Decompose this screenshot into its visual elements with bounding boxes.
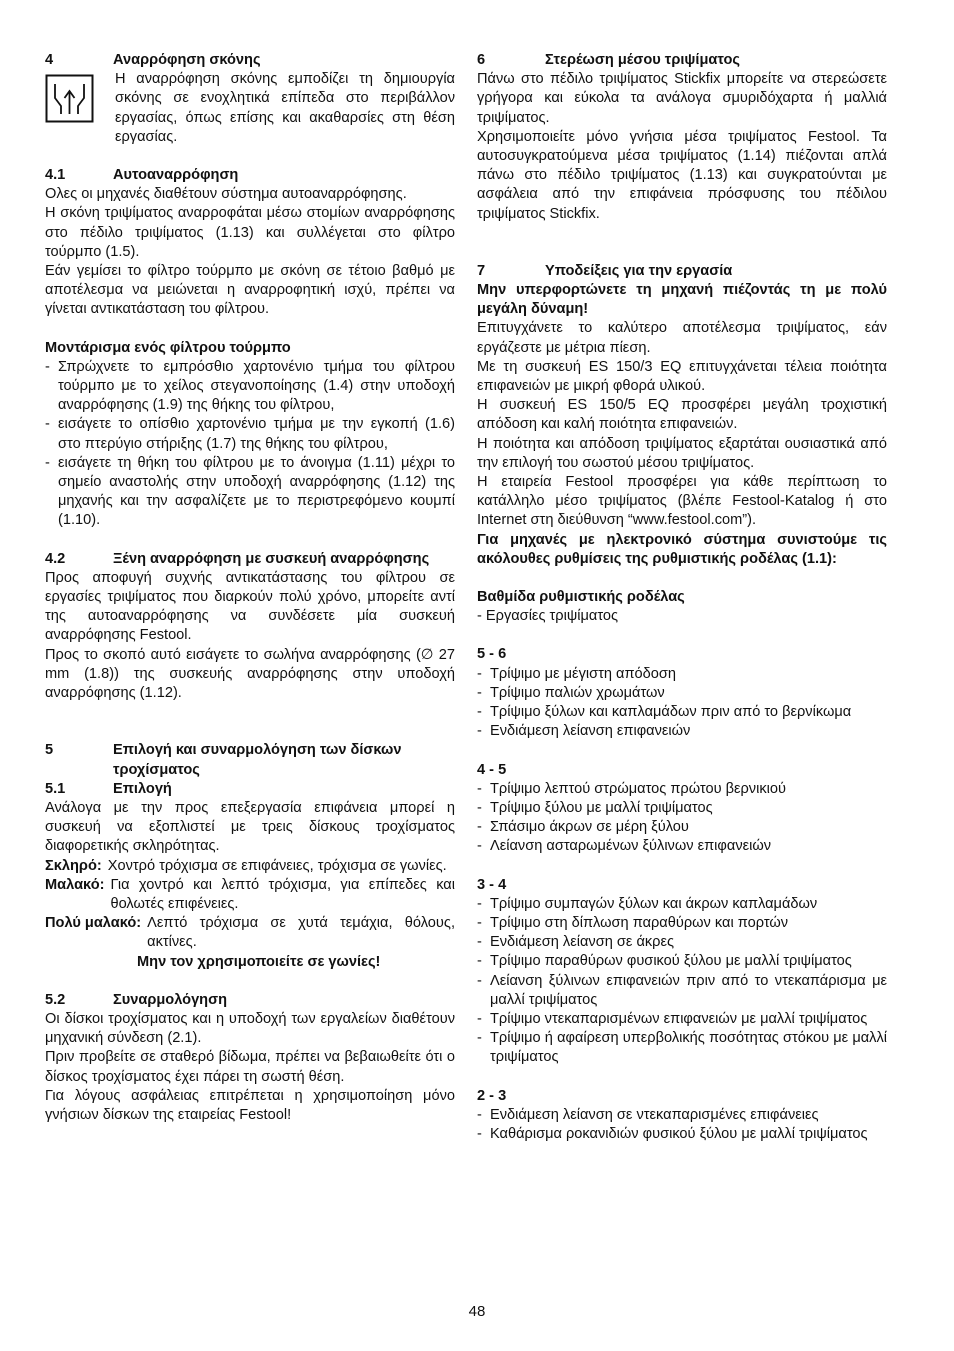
- section-7-heading: [477, 262, 887, 281]
- list-item: - Σπρώχνετε το εμπρόσθιο χαρτονένιο τμήμα του φίλτρου τούρμπο με το χείλος στεγανοποίησης (1.4) στην υποδοχή αναρρόφησης (1.9) της θήκης του φίλτρου,: [45, 358, 455, 416]
- dial-group-label: 2 - 3: [477, 1087, 507, 1104]
- dial-recommendation: Για μηχανές με ηλεκτρονικό σύστημα συνιστούμε τις ακόλουθες ρυθμίσεις της ρυθμιστικής ροδέλας (1.1):: [477, 531, 887, 567]
- list-item: - Τρίψιμο στη δίπλωση παραθύρων και πορτών: [477, 914, 887, 933]
- list-item: - Τρίψιμο ξύλου με μαλλί τριψίματος: [477, 799, 887, 818]
- section-number: 5.2: [45, 991, 66, 1008]
- dial-group-4-5: [477, 780, 887, 857]
- list-item: - εισάγετε τη θήκη του φίλτρου με το άνοιγμα (1.11) μέχρι το σημείο αναστολής στην υποδοχή αναρρόφησης (1.12) της μηχανής και την ασφαλίζετε με το περιστρεφόμενο κουμπί (1.10).: [45, 454, 455, 531]
- section-title: Υποδείξεις για την εργασία: [545, 262, 733, 279]
- paragraph: Με τη συσκευή ES 150/3 EQ επιτυγχάνεται τέλεια ποιότητα επιφανειών με μικρή φθορά υλικού.: [477, 358, 887, 395]
- section-number: 4: [45, 52, 54, 68]
- section-title: Αυτοαναρρόφηση: [113, 167, 239, 184]
- list-item: - Ενδιάμεση λείανση επιφανειών: [477, 722, 887, 741]
- section-number: 7: [477, 262, 486, 279]
- section-4-2-heading: [45, 550, 455, 569]
- term-label: Σκληρό:: [45, 857, 102, 874]
- list-item: - Τρίψιμο συμπαγών ξύλων και άκρων καπλαμάδων: [477, 895, 887, 914]
- paragraph: Πριν προβείτε σε σταθερό βίδωμα, πρέπει να βεβαιωθείτε ότι ο δίσκος τροχίσματος έχει πάρει τη σωστή θέση.: [45, 1049, 455, 1085]
- paragraph: Ανάλογα με την προς επεξεργασία επιφάνεια μπορεί η συσκευή να εξοπλιστεί με τρεις δίσκους τροχίσματος διαφορετικής σκληρότητας.: [45, 799, 455, 855]
- filter-mount-steps: [45, 358, 455, 531]
- section-title: Αναρρόφηση σκόνης: [113, 52, 261, 68]
- paragraph: Οι δίσκοι τροχίσματος και η υποδοχή των εργαλείων διαθέτουν μηχανική σύνδεση (2.1).: [45, 1010, 455, 1047]
- dial-group-5-6: [477, 665, 887, 742]
- dust-extraction-icon: [45, 70, 103, 128]
- paragraph: Εάν γεμίσει το φίλτρο τούρμπο με σκόνη σε τέτοιο βαθμό με αποτέλεσμα να μειώνεται η αναρροφητική ισχύ, πρέπει να γίνεται αντικατάσταση του φίλτρου.: [45, 263, 455, 318]
- term-text: Χοντρό τρόχισμα σε επιφάνειες, τρόχισμα σε γωνίες.: [107, 857, 447, 874]
- paragraph: Ολες οι μηχανές διαθέτουν σύστημα αυτοαναρρόφησης.: [45, 186, 407, 203]
- section-number: 5: [45, 742, 54, 759]
- list-item: - Λείανση ασταρωμένων ξύλινων επιφανειών: [477, 837, 887, 856]
- list-item: - Τρίψιμο λεπτού στρώματος πρώτου βερνικιού: [477, 780, 887, 799]
- paragraph: Επιτυγχάνετε το καλύτερο αποτέλεσμα τριψίματος, εάν εργάζεστε με μέτρια πίεση.: [477, 320, 887, 356]
- filter-mount-heading: Μοντάρισμα ενός φίλτρου τούρμπο: [45, 339, 291, 356]
- section-4-heading: [45, 51, 455, 70]
- dial-subheading: - Εργασίες τριψίματος: [477, 608, 619, 625]
- list-item: - Τρίψιμο με μέγιστη απόδοση: [477, 665, 887, 684]
- term-soft: [45, 876, 455, 914]
- paragraph: Προς το σκοπό αυτό εισάγετε το σωλήνα αναρρόφησης (∅ 27 mm (1.8)) της συσκευής αναρρόφησης στην υποδοχή αναρρόφησης (1.12).: [45, 646, 455, 702]
- list-item: - Τρίψιμο παραθύρων φυσικού ξύλου με μαλλί τριψίματος: [477, 952, 887, 971]
- section-5-1-heading: [45, 780, 455, 799]
- section-title: Επιλογή και συναρμολόγηση των δίσκων τροχίσματος: [113, 742, 402, 778]
- section-5-heading: [45, 741, 455, 779]
- section-title: Συναρμολόγηση: [113, 991, 227, 1008]
- section-4-text: Η αναρρόφηση σκόνης εμποδίζει τη δημιουργία σκόνης σε ενοχλητικά επίπεδα στο περιβάλλον εργασίας, όπως επίσης και ακαθαρσίες στη θέση εργασίας.: [115, 71, 455, 145]
- paragraph: Η ποιότητα και απόδοση τριψίματος εξαρτάται ουσιαστικά από την επιλογή του σωστού μέσου τριψίματος.: [477, 435, 887, 471]
- section-number: 6: [477, 52, 486, 68]
- list-item: - Τρίψιμο ντεκαπαρισμένων επιφανειών με μαλλί τριψίματος: [477, 1010, 887, 1029]
- term-label: Μαλακό:: [45, 876, 105, 893]
- section-4-1-heading: [45, 166, 455, 185]
- term-text: Για χοντρό και λεπτό τρόχισμα, για επίπεδες και θολωτές επιφένειες.: [110, 876, 455, 912]
- overload-warning: Μην υπερφορτώνετε τη μηχανή πιέζοντάς τη με πολύ μεγάλη δύναμη!: [477, 282, 887, 318]
- list-item: - Τρίψιμο ξύλων και καπλαμάδων πριν από το βερνίκωμα: [477, 703, 887, 722]
- section-5-2-heading: [45, 991, 455, 1010]
- paragraph: Πάνω στο πέδιλο τριψίματος Stickfix μπορείτε να στερεώσετε γρήγορα και εύκολα τα ανάλογα σμυριδόχαρτα ή μαλλιά τριψίματος.: [477, 71, 887, 126]
- list-item: - Σπάσιμο άκρων σε μέρη ξύλου: [477, 818, 887, 837]
- paragraph: Η συσκευή ES 150/5 EQ προσφέρει μεγάλη τροχιστική απόδοση και καλή ποιότητα επιφανειών.: [477, 397, 887, 433]
- term-very-soft: [45, 914, 455, 952]
- paragraph: Για λόγους ασφάλειας επιτρέπεται η χρησιμοποίηση μόνο γνήσιων δίσκων της εταιρείας Festool!: [45, 1087, 455, 1123]
- paragraph: Η εταιρεία Festool προσφέρει για κάθε περίπτωση το κατάλληλο μέσο τριψίματος (βλέπε Festool-Katalog ή στο Internet στη διεύθυνση “www.festool.com”).: [477, 474, 887, 529]
- right-column: [477, 51, 887, 1144]
- section-6-heading: [477, 51, 887, 70]
- term-text: Λεπτό τρόχισμα σε χυτά τεμάχια, θόλους, ακτίνες.: [147, 915, 455, 951]
- section-number: 4.2: [45, 550, 66, 567]
- section-title: Στερέωση μέσου τριψίματος: [545, 52, 740, 68]
- section-title: Ξένη αναρρόφηση με συσκευή αναρρόφησης: [113, 550, 430, 567]
- section-4-intro: [45, 70, 455, 147]
- page-number: 48: [468, 1303, 486, 1320]
- section-title: Επιλογή: [113, 780, 172, 797]
- corner-warning: Μην τον χρησιμοποιείτε σε γωνίες!: [137, 953, 381, 970]
- list-item: - Ενδιάμεση λείανση σε ντεκαπαρισμένες επιφάνειες: [477, 1106, 887, 1125]
- paragraph: Προς αποφυγή συχνής αντικατάστασης του φίλτρου σε εργασίες τριψίματος που διαρκούν πολύ χρόνο, μπορείτε αντί της αυτοαναρρόφησης να συνδέσετε μία συσκευή αναρρόφησης Festool.: [45, 569, 455, 644]
- list-item: - Καθάρισμα ροκανιδιών φυσικού ξύλου με μαλλί τριψίματος: [477, 1125, 887, 1144]
- dial-group-2-3: [477, 1106, 887, 1144]
- list-item: - Λείανση ξύλινων επιφανειών πριν από το ντεκαπάρισμα με μαλλί τριψίματος: [477, 972, 887, 1010]
- term-hard: [45, 857, 455, 876]
- section-number: 4.1: [45, 167, 66, 184]
- dial-heading: Βαθμίδα ρυθμιστικής ροδέλας: [477, 589, 685, 606]
- list-item: - Ενδιάμεση λείανση σε άκρες: [477, 933, 887, 952]
- dial-group-label: 5 - 6: [477, 646, 507, 663]
- dial-group-3-4: [477, 895, 887, 1068]
- dial-group-label: 3 - 4: [477, 876, 507, 893]
- term-label: Πολύ μαλακό:: [45, 915, 142, 932]
- list-item: - Τρίψιμο παλιών χρωμάτων: [477, 684, 887, 703]
- left-column: [45, 51, 455, 1125]
- paragraph: Η σκόνη τριψίματος αναρροφάται μέσω στομίων αναρρόφησης στο πέδιλο τριψίματος (1.13) και συλλέγεται στο φίλτρο τούρμπο (1.5).: [45, 205, 455, 260]
- paragraph: Χρησιμοποιείτε μόνο γνήσια μέσα τριψίματος Festool. Τα αυτοσυγκρατούμενα μέσα τριψίματος (1.14) πιέζονται απλά πάνω στο πέδιλο τριψίματος (1.13) και συγκρατούνται με ασφάλεια από την επιφάνεια πρόσφυσης του πέδιλου τριψίματος Stickfix.: [477, 128, 887, 222]
- section-number: 5.1: [45, 780, 66, 797]
- list-item: - Τρίψιμο ή αφαίρεση υπερβολικής ποσότητας στόκου με μαλλί τριψίματος: [477, 1029, 887, 1067]
- dial-group-label: 4 - 5: [477, 761, 507, 778]
- list-item: - εισάγετε το οπίσθιο χαρτονένιο τμήμα με την εγκοπή (1.6) στο πτερύγιο στήριξης (1.7) της θήκης του φίλτρου,: [45, 415, 455, 453]
